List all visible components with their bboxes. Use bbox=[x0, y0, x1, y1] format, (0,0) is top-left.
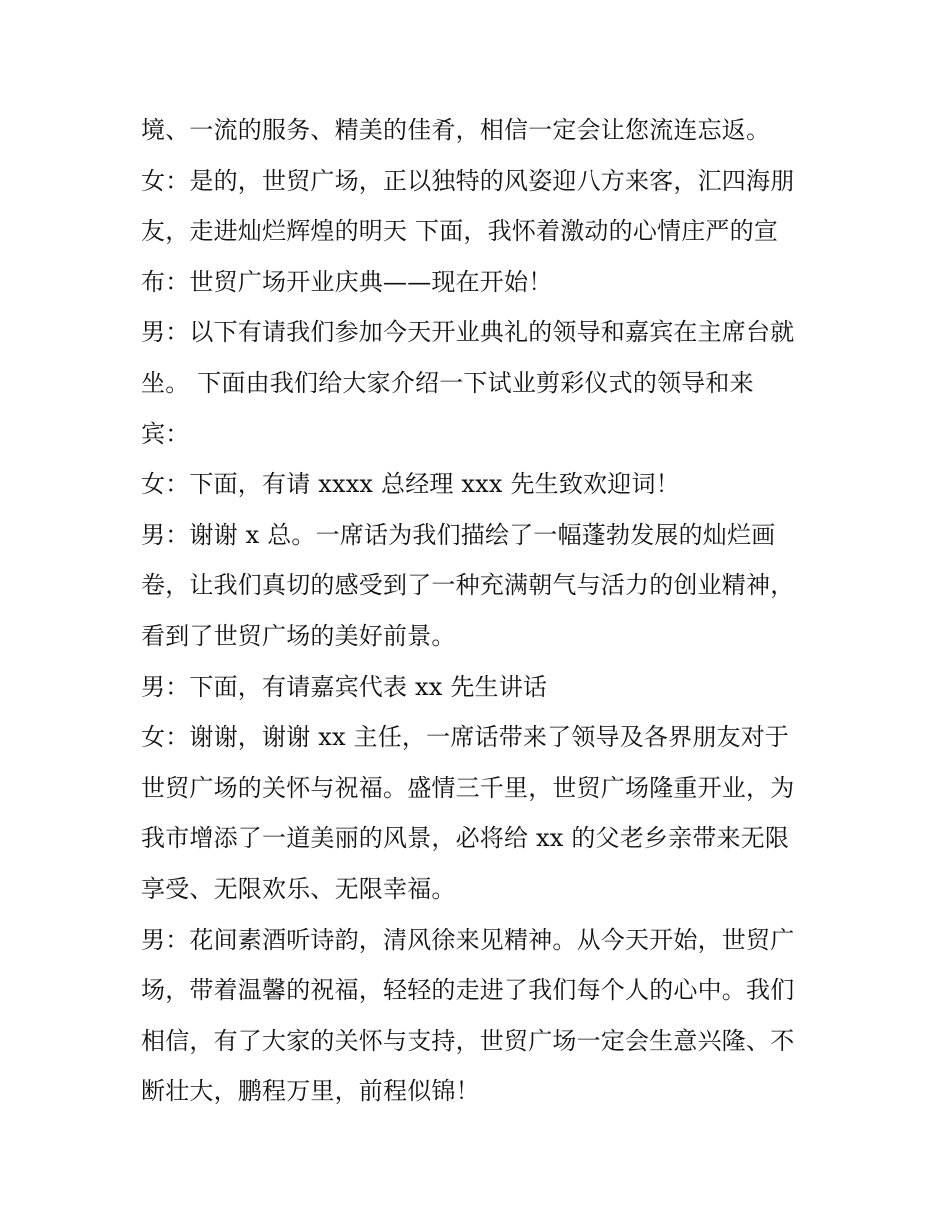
text-line: 享受、无限欢乐、无限幸福。 bbox=[141, 874, 456, 903]
text-line: 女：下面，有请 xxxx 总经理 xxx 先生致欢迎词！ bbox=[141, 470, 680, 499]
text-line: 男：花间素酒听诗韵，清风徐来见精神。从今天开始，世贸广 bbox=[141, 925, 795, 954]
text-line: 场，带着温馨的祝福，轻轻的走进了我们每个人的心中。我们 bbox=[141, 976, 795, 1005]
text-line: 布：世贸广场开业庆典——现在开始！ bbox=[141, 267, 553, 296]
text-line: 男：谢谢 x 总。一席话为我们描绘了一幅蓬勃发展的灿烂画 bbox=[141, 520, 776, 549]
text-line: 世贸广场的关怀与祝福。盛情三千里，世贸广场隆重开业，为 bbox=[141, 773, 795, 802]
text-line: 男：以下有请我们参加今天开业典礼的领导和嘉宾在主席台就 bbox=[141, 318, 795, 347]
text-line: 友，走进灿烂辉煌的明天 下面，我怀着激动的心情庄严的宣 bbox=[141, 217, 779, 246]
text-line: 女：是的，世贸广场，正以独特的风姿迎八方来客，汇四海朋 bbox=[141, 166, 795, 195]
text-line: 境、一流的服务、精美的佳肴，相信一定会让您流连忘返。 bbox=[141, 116, 771, 144]
text-line: 相信，有了大家的关怀与支持，世贸广场一定会生意兴隆、不 bbox=[141, 1026, 795, 1055]
text-line: 断壮大，鹏程万里，前程似锦！ bbox=[141, 1077, 480, 1106]
text-line: 我市增添了一道美丽的风景，必将给 xx 的父老乡亲带来无限 bbox=[141, 824, 790, 853]
text-line: 男：下面，有请嘉宾代表 xx 先生讲话 bbox=[141, 672, 548, 701]
text-line: 宾： bbox=[141, 419, 190, 448]
document-body bbox=[141, 105, 831, 1117]
text-line: 坐。 下面由我们给大家介绍一下试业剪彩仪式的领导和来 bbox=[141, 368, 754, 397]
text-line: 看到了世贸广场的美好前景。 bbox=[141, 621, 456, 650]
text-line: 女：谢谢，谢谢 xx 主任，一席话带来了领导及各界朋友对于 bbox=[141, 723, 790, 752]
text-line: 卷，让我们真切的感受到了一种充满朝气与活力的创业精神， bbox=[141, 571, 795, 600]
